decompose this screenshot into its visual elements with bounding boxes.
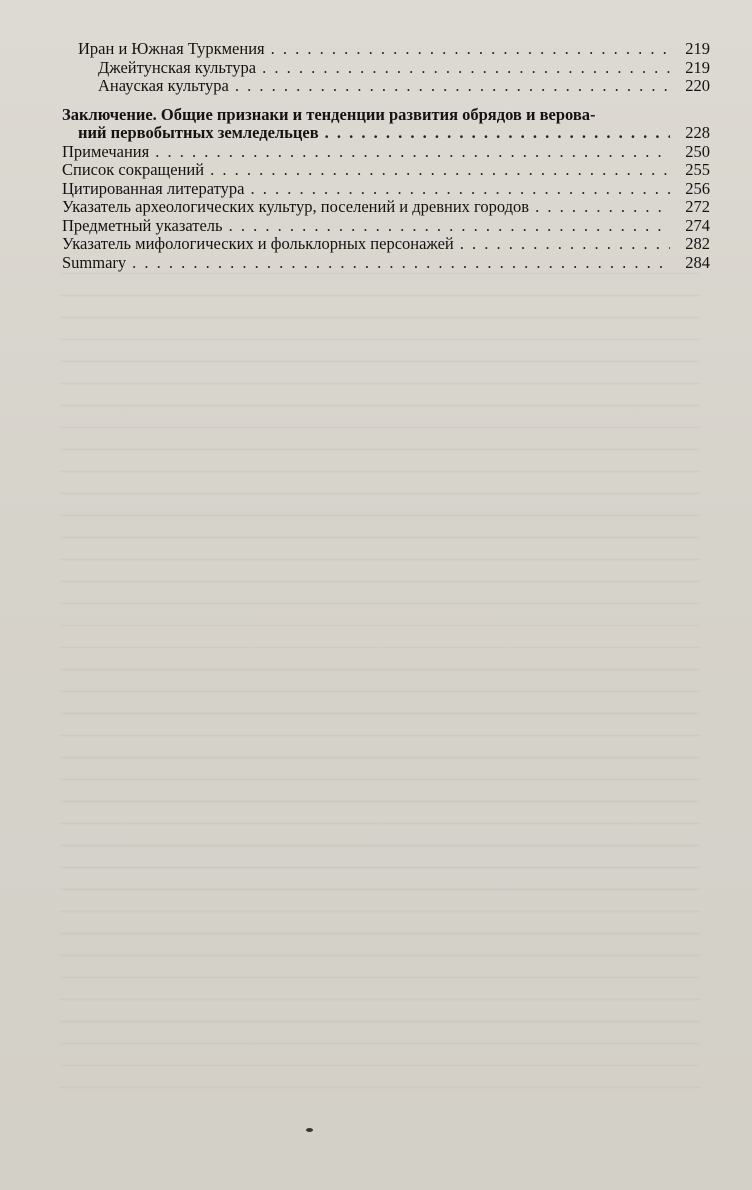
toc-entry-archaeological-index: [62, 198, 710, 217]
toc-entry-abbreviations: [62, 161, 710, 180]
toc-entry-page: 272: [685, 197, 710, 216]
toc-entry-label: Примечания: [62, 141, 150, 161]
toc-entry-label: ний первобытных земледельцев: [78, 123, 319, 142]
toc-entry-label: Указатель мифологических и фольклорных персонажей: [62, 234, 454, 253]
toc-entry-page: 220: [685, 76, 710, 95]
toc-entry-page: 256: [685, 178, 710, 198]
leader-dots: [235, 77, 670, 96]
toc-entry-literature: [62, 180, 710, 199]
toc-entry-page: 255: [685, 160, 710, 179]
toc-entry-label: Иран и Южная Туркмения: [78, 39, 265, 58]
toc-entry-djeitun: [62, 59, 710, 78]
ink-speck: [306, 1128, 313, 1132]
toc-entry-mythological-index: [62, 235, 710, 254]
leader-dots: [460, 235, 670, 254]
toc-entry-page: 219: [685, 57, 710, 77]
toc-entry-subject-index: [62, 217, 710, 236]
toc-entry-page: 250: [685, 141, 710, 161]
toc-entry-label: Джейтунская культура: [98, 57, 257, 77]
toc-entry-notes: [62, 143, 710, 162]
toc-entry-iran: [62, 40, 710, 59]
table-of-contents: [62, 40, 710, 272]
toc-conclusion-line2: [62, 124, 710, 143]
leader-dots: [535, 198, 670, 217]
show-through-text: [60, 270, 700, 1100]
leader-dots: [229, 217, 670, 236]
leader-dots: [325, 124, 670, 143]
toc-entry-label: Анауская культура: [98, 76, 229, 95]
toc-entry-label: Summary: [62, 252, 127, 272]
toc-entry-label: Цитированная литература: [62, 178, 245, 198]
leader-dots: [132, 254, 670, 273]
toc-entry-anau: [62, 77, 710, 96]
toc-entry-page: 274: [685, 215, 710, 235]
toc-entry-summary: [62, 254, 710, 273]
toc-conclusion-line1: Заключение. Общие признаки и тенденции развития обрядов и верова-: [62, 104, 596, 124]
leader-dots: [210, 161, 670, 180]
toc-entry-page: 284: [685, 252, 710, 272]
toc-entry-page: 228: [685, 123, 710, 142]
leader-dots: [262, 59, 670, 78]
toc-entry-page: 282: [685, 234, 710, 253]
leader-dots: [155, 143, 670, 162]
toc-entry-label: Указатель археологических культур, поселений и древних городов: [62, 197, 530, 216]
toc-entry-label: Предметный указатель: [62, 215, 223, 235]
toc-entry-label: Список сокращений: [62, 160, 205, 179]
toc-entry-page: 219: [685, 39, 710, 58]
leader-dots: [271, 40, 670, 59]
leader-dots: [250, 180, 670, 199]
